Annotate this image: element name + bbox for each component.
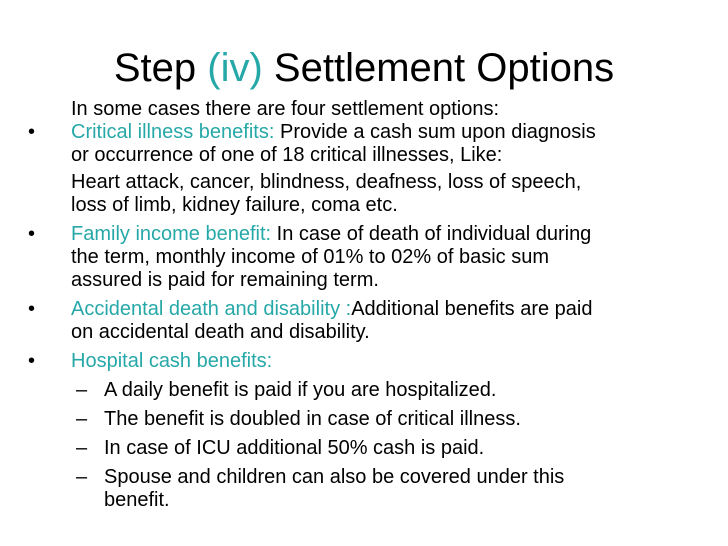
bullet-icon: •	[28, 350, 36, 372]
sub-item-text: In case of ICU additional 50% cash is paid.	[104, 437, 485, 459]
bullet-heading: Family income benefit	[71, 223, 266, 245]
bullet-icon: •	[28, 121, 36, 143]
bullet-heading-colon: :	[265, 223, 272, 245]
slide-body	[24, 98, 714, 512]
bullet-heading: Hospital cash benefits:	[71, 350, 273, 372]
dash-icon: –	[76, 408, 88, 430]
sub-item	[24, 466, 714, 489]
bullet-continuation: Heart attack, cancer, blindness, deafness, loss of speech,	[71, 171, 582, 193]
title-prefix: Step	[113, 46, 208, 90]
bullet-continuation: assured is paid for remaining term.	[71, 269, 379, 291]
bullet-continuation: on accidental death and disability.	[71, 321, 370, 343]
bullet-item-hospital-cash	[24, 350, 714, 373]
sub-item	[24, 408, 714, 431]
sub-item-text: A daily benefit is paid if you are hospitalized.	[104, 379, 497, 401]
bullet-continuation: the term, monthly income of 01% to 02% of basic sum	[71, 246, 549, 268]
bullet-continuation: or occurrence of one of 18 critical illnesses, Like:	[71, 144, 503, 166]
bullet-icon: •	[28, 298, 36, 320]
sub-item	[24, 437, 714, 460]
dash-icon: –	[76, 379, 88, 401]
bullet-heading: Critical illness benefits:	[71, 121, 275, 143]
slide-title	[0, 44, 728, 92]
intro-text: In some cases there are four settlement options:	[71, 98, 499, 120]
bullet-text: Additional benefits are paid	[351, 298, 593, 320]
bullet-item-critical-illness	[24, 121, 714, 144]
bullet-icon: •	[28, 223, 36, 245]
bullet-heading: Accidental death and disability :	[71, 298, 352, 320]
bullet-item-accidental-death	[24, 298, 714, 321]
sub-item	[24, 379, 714, 402]
dash-icon: –	[76, 437, 88, 459]
bullet-item-family-income	[24, 223, 714, 246]
title-suffix: Settlement Options	[262, 46, 615, 90]
title-accent: (iv)	[207, 46, 263, 90]
dash-icon: –	[76, 466, 88, 488]
bullet-continuation: loss of limb, kidney failure, coma etc.	[71, 194, 398, 216]
sub-item-continuation: benefit.	[104, 489, 170, 511]
sub-item-text: Spouse and children can also be covered under this	[104, 466, 565, 488]
bullet-text: In case of death of individual during	[271, 223, 592, 245]
sub-item-text: The benefit is doubled in case of critical illness.	[104, 408, 521, 430]
bullet-text: Provide a cash sum upon diagnosis	[274, 121, 596, 143]
